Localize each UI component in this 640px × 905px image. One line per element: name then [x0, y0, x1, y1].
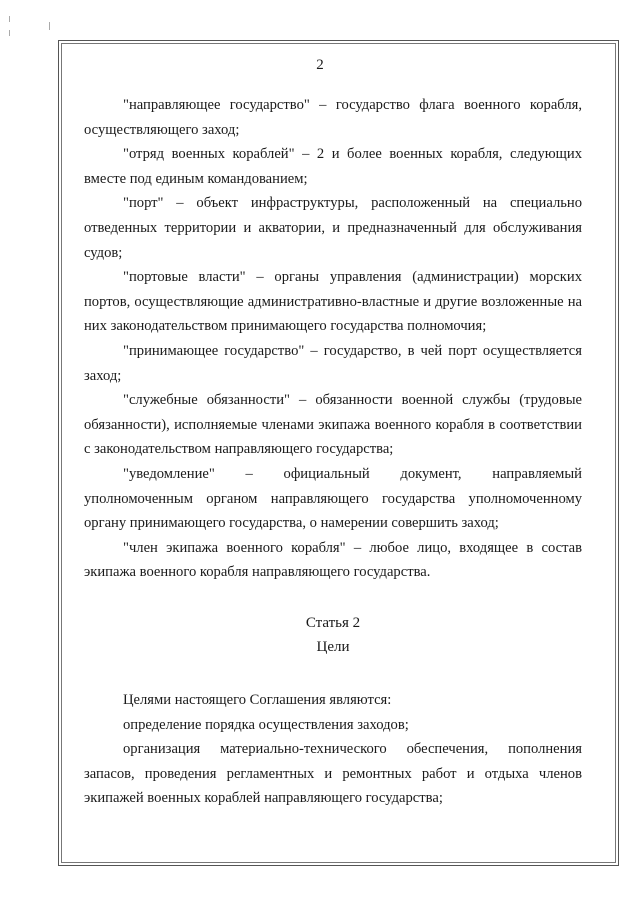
- scan-mark: [9, 16, 10, 22]
- article-paragraph: организация материально-технического обеспечения, пополнения запасов, проведения регламентных и ремонтных работ и отдыха членов экипажей военных кораблей направляющего государства;: [84, 741, 582, 807]
- scan-mark: [49, 22, 50, 30]
- definition-paragraph: "порт" – объект инфраструктуры, расположенный на специально отведенных территории и акватории, и предназначенный для обслуживания судов;: [84, 195, 582, 261]
- document-body: [84, 93, 582, 811]
- article-number: Статья 2: [305, 614, 361, 631]
- definition-paragraph: "принимающее государство" – государство, в чей порт осуществляется заход;: [84, 342, 582, 384]
- definition-paragraph: "уведомление" – официальный документ, направляемый уполномоченным органом направляющего государства уполномоченному органу принимающего государства, о намерении совершить заход;: [84, 465, 582, 532]
- definition-paragraph: "отряд военных кораблей" – 2 и более военных корабля, следующих вместе под единым командованием;: [84, 146, 582, 187]
- definition-paragraph: "направляющее государство" – государство флага военного корабля, осуществляющего заход;: [84, 97, 582, 138]
- definition-paragraph: "служебные обязанности" – обязанности военной службы (трудовые обязанности), исполняемые членами экипажа военного корабля в соответствии с законодательством направляющего государства;: [84, 392, 582, 458]
- article-paragraph: Целями настоящего Соглашения являются:: [123, 692, 392, 709]
- definition-paragraph: "член экипажа военного корабля" – любое лицо, входящее в состав экипажа военного корабля направляющего государства.: [84, 539, 582, 581]
- article-paragraph: определение порядка осуществления заходов;: [123, 716, 409, 733]
- definition-paragraph: "портовые власти" – органы управления (администрации) морских портов, осуществляющие административно-властные и другие возложенные на них законодательством принимающего государства полномочия;: [84, 269, 582, 335]
- page-number: 2: [316, 57, 324, 73]
- scan-mark: [9, 30, 10, 36]
- article-title: Цели: [316, 639, 350, 656]
